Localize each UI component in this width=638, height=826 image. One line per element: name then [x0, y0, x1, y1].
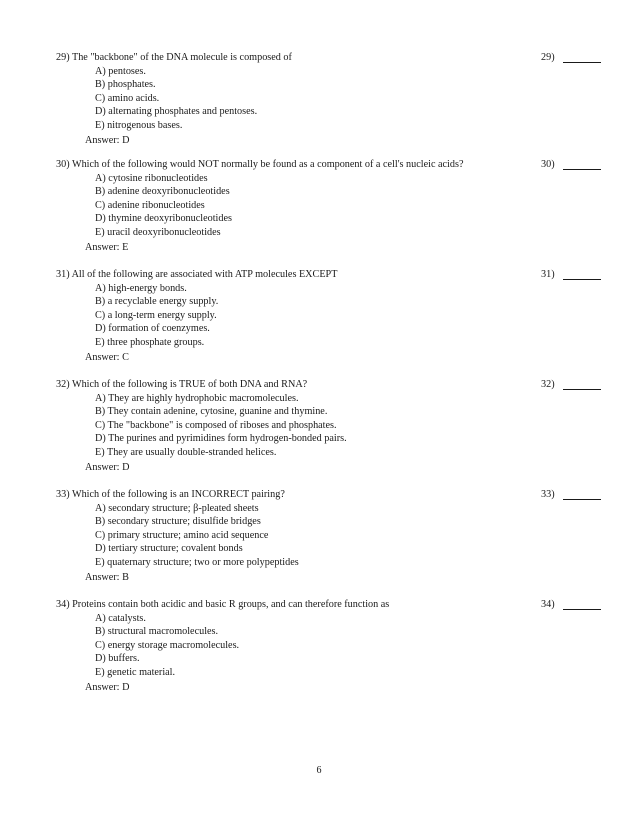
question-stem [56, 378, 307, 391]
question-stem [56, 51, 292, 64]
question-text: Which of the following is an INCORRECT pairing? [71, 489, 285, 500]
answer-key: Answer: D [85, 462, 130, 473]
answer-blank-number: 30) [541, 159, 555, 170]
choice-list [95, 502, 299, 570]
answer-blank-number: 32) [541, 379, 555, 390]
question-stem [56, 158, 463, 171]
choice-list [95, 172, 232, 240]
choice-list [95, 392, 347, 460]
question-number: 34) [56, 599, 70, 610]
answer-blank-number: 34) [541, 599, 555, 610]
choice-b: B) a recyclable energy supply. [95, 296, 219, 307]
choice-a: A) catalysts. [95, 612, 146, 624]
answer-blank-line [563, 609, 601, 610]
question-text: Proteins contain both acidic and basic R groups, and can therefore function as [72, 599, 390, 610]
question-stem [56, 488, 285, 501]
choice-b: B) structural macromolecules. [95, 626, 219, 637]
question-number: 30) [56, 159, 70, 170]
choice-d: D) alternating phosphates and pentoses. [95, 106, 258, 117]
choice-b: B) adenine deoxyribonucleotides [95, 186, 230, 197]
question-text: Which of the following would NOT normally be found as a component of a cell's nucleic acids? [71, 159, 464, 170]
choice-d: D) The purines and pyrimidines form hydrogen-bonded pairs. [95, 433, 347, 444]
question-number: 31) [56, 269, 70, 280]
choice-e: E) uracil deoxyribonucleotides [95, 226, 221, 238]
question-number: 32) [56, 379, 70, 390]
choice-c: C) The "backbone" is composed of riboses and phosphates. [95, 419, 337, 431]
choice-c: C) a long-term energy supply. [95, 309, 217, 321]
answer-key: Answer: B [85, 572, 129, 583]
question-stem [56, 598, 389, 611]
answer-key: Answer: D [85, 682, 130, 693]
answer-blank-line [563, 499, 601, 500]
choice-b: B) They contain adenine, cytosine, guanine and thymine. [95, 406, 328, 417]
choice-a: A) pentoses. [95, 65, 146, 77]
choice-list [95, 612, 239, 680]
choice-e: E) nitrogenous bases. [95, 119, 183, 131]
page-number: 6 [316, 765, 322, 776]
answer-key: Answer: C [85, 352, 129, 363]
answer-blank-number: 33) [541, 489, 555, 500]
answer-key: Answer: E [85, 242, 129, 253]
choice-d: D) buffers. [95, 653, 140, 664]
question-number: 33) [56, 489, 70, 500]
choice-a: A) high-energy bonds. [95, 282, 187, 294]
choice-a: A) cytosine ribonucleotides [95, 172, 208, 184]
answer-blank-line [563, 169, 601, 170]
choice-c: C) amino acids. [95, 92, 160, 104]
choice-c: C) primary structure; amino acid sequence [95, 529, 269, 541]
answer-blank-line [563, 279, 601, 280]
question-text: All of the following are associated with ATP molecules EXCEPT [71, 269, 338, 280]
choice-a: A) They are highly hydrophobic macromolecules. [95, 392, 299, 404]
choice-c: C) energy storage macromolecules. [95, 639, 240, 651]
answer-blank-line [563, 389, 601, 390]
choice-e: E) three phosphate groups. [95, 336, 205, 348]
answer-blank-line [563, 62, 601, 63]
choice-c: C) adenine ribonucleotides [95, 199, 205, 211]
answer-blank-number: 31) [541, 269, 555, 280]
choice-d: D) formation of coenzymes. [95, 323, 210, 334]
question-number: 29) [56, 52, 70, 63]
choice-d: D) thymine deoxyribonucleotides [95, 213, 232, 224]
choice-e: E) quaternary structure; two or more polypeptides [95, 556, 299, 568]
choice-a: A) secondary structure; β-pleated sheets [95, 502, 259, 514]
choice-list [95, 65, 257, 133]
question-text: Which of the following is TRUE of both DNA and RNA? [71, 379, 308, 390]
choice-d: D) tertiary structure; covalent bonds [95, 543, 243, 554]
answer-key: Answer: D [85, 135, 130, 146]
choice-b: B) phosphates. [95, 79, 156, 90]
choice-list [95, 282, 218, 350]
answer-blank-number: 29) [541, 52, 555, 63]
question-text: The "backbone" of the DNA molecule is composed of [71, 52, 292, 63]
choice-b: B) secondary structure; disulfide bridges [95, 516, 261, 527]
choice-e: E) They are usually double-stranded helices. [95, 446, 277, 458]
choice-e: E) genetic material. [95, 666, 176, 678]
question-stem [56, 268, 337, 281]
